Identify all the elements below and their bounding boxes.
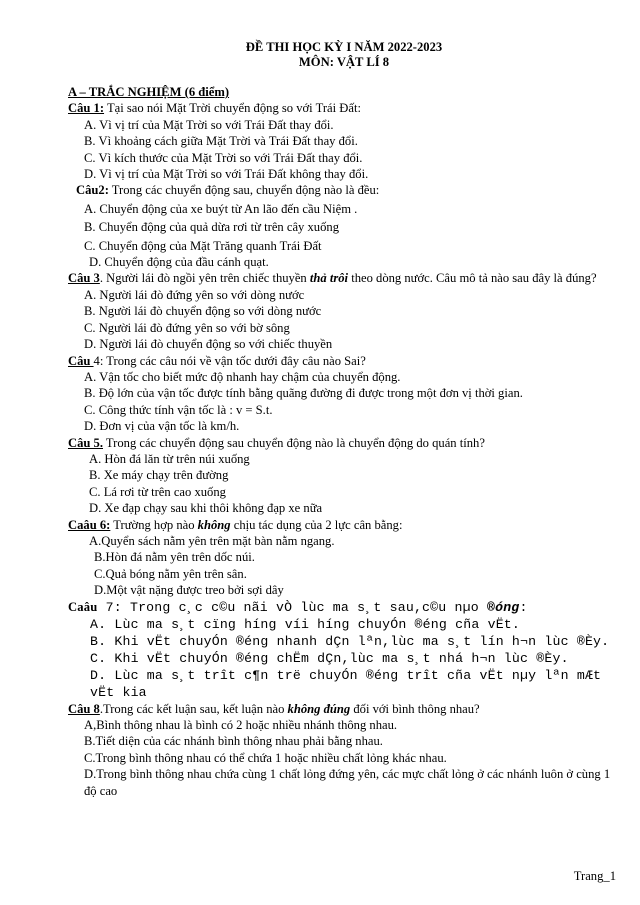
exam-title: ĐỀ THI HỌC KỲ I NĂM 2022-2023 [245,40,443,54]
option-c: C. Công thức tính vận tốc là : v = S.t. [84,402,273,417]
section-points: (6 điểm) [181,85,230,99]
question-5 [68,435,620,451]
option-b: B.Tiết diện của các nhánh bình thông nhau phải bằng nhau. [84,734,383,749]
section-heading [68,84,620,100]
question-number: Câu [68,353,94,368]
option-d: D. Vì vị trí của Mặt Trời so với Trái Đất không thay đổi. [84,167,369,182]
option-c: C.Quả bóng nằm yên trên sân. [94,566,247,581]
option-a: A. Hòn đá lăn từ trên núi xuống [89,451,250,466]
exam-subject: MÔN: VẬT LÍ 8 [298,55,390,69]
question-emphasis: thả trôi [309,271,349,286]
option-c: C. Chuyển động của Mặt Trăng quanh Trái Đất [84,238,322,253]
question-emphasis: không đúng [287,701,351,716]
question-text-a: 7: Trong c¸c c©u nãi vÒ lùc ma s¸t sau,c©u nµo [97,599,487,615]
question-number: Câu 5. [68,435,103,450]
option-a: A,Bình thông nhau là bình có 2 hoặc nhiều nhánh thông nhau. [84,718,398,732]
option-b: B. Người lái đò chuyển động so với dòng nước [84,304,322,319]
question-4 [68,353,620,369]
option-d: D. Xe đạp chạy sau khi thôi không đạp xe nữa [89,501,323,516]
option-c: C. Vì kích thước của Mặt Trời so với Trái Đất thay đổi. [84,150,363,165]
option-b: B. Chuyển động của quả dừa rơi từ trên cây xuống [84,220,339,235]
section-label: A – TRẮC NGHIỆM [68,85,182,99]
option-d: D.Một vật nặng được treo bởi sợi dây [94,583,284,598]
exam-page [68,40,620,799]
question-text-b: : [519,599,528,615]
question-text-a: . Người lái đò ngồi yên trên chiếc thuyền [99,271,310,286]
question-emphasis: ®óng [486,599,520,615]
question-number: Câu 1: [68,101,105,116]
option-d: D. Đơn vị của vận tốc là km/h. [84,419,240,434]
question-emphasis: không [197,517,231,532]
option-a: A. Vận tốc cho biết mức độ nhanh hay chậm của chuyển động. [84,369,401,384]
option-c: C. Khi vËt chuyÓn ®éng chËm dÇn,lùc ma s¸t nhá h¬n lùc ®Èy. [90,650,569,666]
option-a: A. Vì vị trí của Mặt Trời so với Trái Đất thay đổi. [84,117,334,132]
option-b: B. Khi vËt chuyÓn ®éng nhanh dÇn lªn,lùc ma s¸t lín h¬n lùc ®Èy. [90,633,610,649]
question-number: Câu 3 [68,271,100,286]
question-text-b: đối với bình thông nhau? [350,701,480,716]
question-number: Câu2: [76,183,109,198]
question-6 [68,517,620,533]
question-text-a: Trường hợp nào [110,517,198,532]
option-d [68,766,620,799]
question-number: Caâu [68,599,98,614]
question-7 [68,599,620,616]
question-8 [68,701,620,717]
option-b: B. Độ lớn của vận tốc được tính bằng quãng đường đi được trong một đơn vị thời gian. [84,386,523,401]
question-text: Tại sao nói Mặt Trời chuyển động so với Trái Đất: [104,101,361,116]
question-2 [68,182,620,198]
option-b: B.Hòn đá nằm yên trên dốc núi. [94,550,255,565]
option-d: D. Người lái đò chuyển động so với chiếc thuyền [84,337,333,352]
option-d-text: D.Trong bình thông nhau chứa cùng 1 chất lỏng đứng yên, các mực chất lỏng ở các nhánh luôn ở cùng 1 độ cao [84,767,611,798]
option-c: C. Người lái đò đứng yên so với bờ sông [84,320,290,335]
question-text: Trong các chuyển động sau, chuyển động nào là đều: [108,183,380,198]
option-c: C. Lá rơi từ trên cao xuống [89,484,226,499]
option-c: C.Trong bình thông nhau có thể chứa 1 hoặc nhiều chất lỏng khác nhau. [84,750,447,765]
question-number: Caâu 6: [68,517,111,532]
question-1 [68,100,620,116]
question-text-b: chịu tác dụng của 2 lực cân bằng: [230,517,403,532]
page-number: Trang_1 [573,869,616,883]
question-text-a: .Trong các kết luận sau, kết luận nào [99,701,288,716]
question-text: 4: Trong các câu nói về vận tốc dưới đây câu nào Sai? [93,353,366,368]
question-7-block [68,599,620,701]
option-b: B. Vì khoảng cách giữa Mặt Trời và Trái Đất thay đổi. [84,134,358,149]
question-text: Trong các chuyển động sau chuyển động nào là chuyển động do quán tính? [103,435,485,450]
option-a: A. Lùc ma s¸t cïng híng víi híng chuyÓn ®éng cña vËt. [90,616,521,632]
option-d: D. Chuyển động của đầu cánh quạt. [89,255,269,270]
option-d: D. Lùc ma s¸t trît c¶n trë chuyÓn ®éng trît cña vËt nµy lªn mÆt vËt kia [90,667,602,700]
option-a: A. Người lái đò đứng yên so với dòng nước [84,287,305,302]
question-3 [68,270,620,286]
option-b: B. Xe máy chạy trên đường [89,468,229,483]
option-a: A.Quyển sách nằm yên trên mặt bàn nằm ngang. [89,533,335,548]
option-a: A. Chuyển động của xe buýt từ An lão đến cầu Niệm . [84,201,358,216]
question-number: Câu 8 [68,701,100,716]
question-text-b: theo dòng nước. Câu mô tả nào sau đây là đúng? [348,271,597,286]
